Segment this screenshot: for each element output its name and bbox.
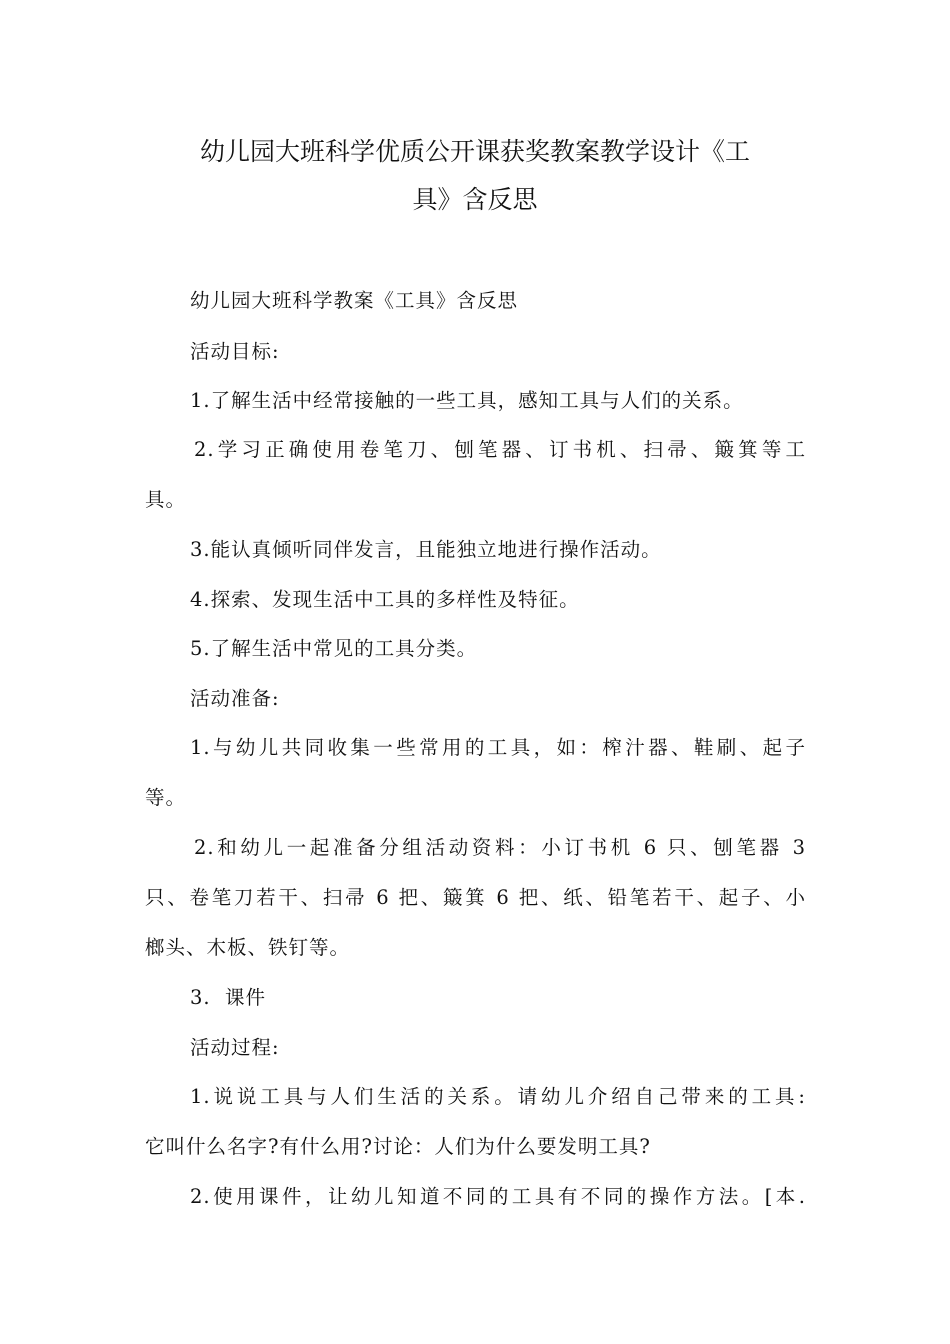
- document-title-line-1: 幼儿园大班科学优质公开课获奖教案教学设计《工: [199, 137, 750, 166]
- goal-item-3: 3.能认真倾听同伴发言，且能独立地进行操作活动。: [190, 538, 662, 561]
- prep-item-2-cont-1: 只、卷笔刀若干、扫帚 6 把、簸箕 6 把、纸、铅笔若干、起子、小: [145, 886, 806, 909]
- process-item-1-cont: 它叫什么名字?有什么用?讨论：人们为什么要发明工具?: [145, 1135, 651, 1158]
- subtitle: 幼儿园大班科学教案《工具》含反思: [190, 289, 519, 312]
- section-heading-preparation: 活动准备:: [190, 687, 280, 710]
- prep-item-1-cont: 等。: [145, 786, 187, 809]
- prep-item-3: 3. 课件: [190, 986, 267, 1009]
- process-item-1: 1.说说工具与人们生活的关系。请幼儿介绍自己带来的工具:: [190, 1085, 806, 1108]
- prep-item-2-cont-2: 榔头、木板、铁钉等。: [145, 936, 351, 959]
- document-title-line-2: 具》含反思: [412, 185, 538, 214]
- section-heading-process: 活动过程:: [190, 1036, 280, 1059]
- prep-item-2: 2.和幼儿一起准备分组活动资料：小订书机 6 只、刨笔器 3: [194, 836, 806, 859]
- goal-item-2: 2.学习正确使用卷笔刀、刨笔器、订书机、扫帚、簸箕等工: [194, 438, 806, 461]
- process-item-2: 2.使用课件，让幼儿知道不同的工具有不同的操作方法。[本.: [190, 1185, 806, 1208]
- section-heading-goals: 活动目标:: [190, 340, 280, 363]
- goal-item-1: 1.了解生活中经常接触的一些工具，感知工具与人们的关系。: [190, 389, 744, 412]
- goal-item-2-cont: 具。: [145, 488, 187, 511]
- goal-item-4: 4.探索、发现生活中工具的多样性及特征。: [190, 588, 580, 611]
- prep-item-1: 1.与幼儿共同收集一些常用的工具，如：榨汁器、鞋刷、起子: [190, 736, 806, 759]
- goal-item-5: 5.了解生活中常见的工具分类。: [190, 637, 478, 660]
